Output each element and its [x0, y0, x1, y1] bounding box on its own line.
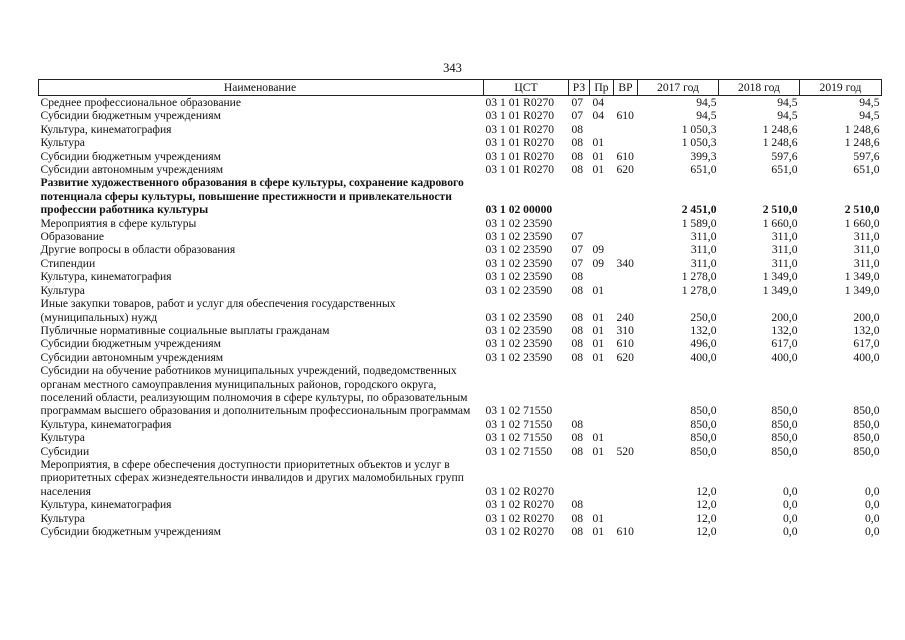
cell-cst: 03 1 02 23590: [485, 230, 553, 244]
cell-pr: 09: [592, 243, 605, 257]
cell-2019: 651,0: [853, 163, 880, 177]
cell-2017: 12,0: [696, 511, 717, 525]
cell-rz: 08: [571, 163, 584, 177]
table-row: [39, 337, 882, 350]
cell-name: Развитие художественного образования в сфере культуры, сохранение кадрового потенциала сферы культуры, повышение престижности и привлекательности профессии работника культуры: [40, 176, 464, 217]
cell-rz: [569, 176, 590, 216]
cell-vr: [614, 270, 638, 283]
cell-cst: 03 1 02 71550: [485, 431, 553, 445]
cell-name: Субсидии автономным учреждениям: [40, 163, 224, 177]
cell-2017: 311,0: [690, 230, 717, 244]
cell-vr: [614, 364, 638, 418]
cell-2018: 1 660,0: [762, 216, 798, 230]
cell-rz: 07: [571, 230, 584, 244]
cell-2018: 132,0: [771, 323, 798, 337]
cell-vr: 610: [616, 337, 634, 351]
cell-2019: 94,5: [859, 96, 880, 109]
cell-name: Мероприятия в сфере культуры: [40, 216, 197, 230]
cell-rz: 08: [571, 417, 584, 431]
cell-vr: 620: [616, 350, 634, 364]
cell-cst: 03 1 02 23590: [485, 350, 553, 364]
table-row: [39, 217, 882, 230]
cell-name: Культура: [40, 511, 85, 525]
cell-2019: 311,0: [853, 243, 880, 257]
header-vr: ВР: [614, 80, 638, 96]
cell-2017: 311,0: [690, 243, 717, 257]
cell-pr: [590, 123, 614, 136]
cell-name: Субсидии на обучение работников муниципальных учреждений, подведомственных органам местного самоуправления муниципальных районов, городского округа, поселений области, реализующим полномочия в сфере культуры, по образовательным программам высшего образования и дополнительным профессиональным программам: [40, 364, 471, 418]
table-row: [39, 243, 882, 256]
cell-name: Культура: [40, 136, 85, 150]
cell-rz: 08: [571, 337, 584, 351]
cell-2018: 94,5: [777, 109, 798, 123]
cell-vr: [614, 136, 638, 149]
cell-pr: 01: [592, 444, 605, 458]
cell-2017: 12,0: [696, 498, 717, 512]
table-row: [39, 445, 882, 458]
cell-rz: 08: [571, 136, 584, 150]
table-row: [39, 297, 882, 324]
cell-2019: 617,0: [853, 337, 880, 351]
cell-2018: 651,0: [771, 163, 798, 177]
cell-name: Иные закупки товаров, работ и услуг для обеспечения государственных (муниципальных) нужд: [40, 297, 396, 324]
cell-cst: 03 1 02 23590: [485, 243, 553, 257]
table-row: [39, 418, 882, 431]
table-row: [39, 163, 882, 176]
cell-2017: 1 589,0: [681, 216, 717, 230]
cell-cst: 03 1 01 R0270: [485, 136, 555, 150]
cell-rz: 08: [571, 444, 584, 458]
header-rz: РЗ: [569, 80, 590, 96]
cell-2017: 94,5: [696, 109, 717, 123]
budget-table: [38, 79, 882, 538]
cell-cst: 03 1 02 71550: [485, 417, 553, 431]
header-name: Наименование: [39, 80, 484, 96]
cell-pr: 01: [592, 323, 605, 337]
cell-vr: 610: [616, 149, 634, 163]
cell-2019: 1 248,6: [844, 122, 880, 136]
cell-2019: 0,0: [865, 525, 880, 538]
cell-2018: 400,0: [771, 350, 798, 364]
cell-2018: 311,0: [771, 230, 798, 244]
table-row: [39, 150, 882, 163]
cell-name: Публичные нормативные социальные выплаты гражданам: [40, 323, 330, 337]
cell-cst: 03 1 01 R0270: [485, 96, 555, 109]
cell-vr: [614, 217, 638, 230]
cell-2019: 0,0: [865, 498, 880, 512]
cell-pr: [590, 270, 614, 283]
cell-rz: 07: [571, 109, 584, 123]
cell-2017: 311,0: [690, 256, 717, 270]
header-2019: 2019 год: [800, 80, 882, 96]
cell-2018: 0,0: [783, 484, 798, 498]
cell-cst: 03 1 01 R0270: [485, 149, 555, 163]
cell-2019: 400,0: [853, 350, 880, 364]
cell-name: Стипендии: [40, 256, 96, 270]
cell-rz: 07: [571, 243, 584, 257]
cell-pr: [590, 176, 614, 216]
cell-2017: 850,0: [690, 431, 717, 445]
table-row: [39, 351, 882, 364]
cell-2018: 1 349,0: [762, 283, 798, 297]
cell-cst: 03 1 02 71550: [485, 404, 553, 418]
cell-name: Культура: [40, 283, 85, 297]
cell-2019: 850,0: [853, 404, 880, 418]
cell-2019: 850,0: [853, 431, 880, 445]
cell-cst: 03 1 02 R0270: [485, 525, 555, 538]
table-row: [39, 270, 882, 283]
cell-name: Образование: [40, 230, 105, 244]
table-row: [39, 123, 882, 136]
cell-2018: 1 248,6: [762, 122, 798, 136]
cell-2019: 850,0: [853, 444, 880, 458]
header-cst: ЦСТ: [484, 80, 569, 96]
cell-2019: 1 660,0: [844, 216, 880, 230]
cell-vr: [614, 498, 638, 511]
cell-name: Субсидии бюджетным учреждениям: [40, 337, 221, 351]
cell-rz: 08: [571, 310, 584, 324]
header-2018: 2018 год: [719, 80, 800, 96]
cell-cst: 03 1 02 23590: [485, 310, 553, 324]
page-number: 343: [443, 61, 462, 75]
cell-pr: 01: [592, 149, 605, 163]
cell-2019: 311,0: [853, 256, 880, 270]
cell-2019: 311,0: [853, 230, 880, 244]
cell-2018: 850,0: [771, 431, 798, 445]
cell-2018: 0,0: [783, 498, 798, 512]
cell-rz: 08: [571, 283, 584, 297]
cell-cst: 03 1 02 23590: [485, 216, 553, 230]
table-row: [39, 109, 882, 122]
cell-2017: 2 451,0: [681, 203, 717, 217]
cell-cst: 03 1 02 00000: [485, 203, 553, 217]
cell-pr: 09: [592, 256, 605, 270]
cell-2017: 850,0: [690, 444, 717, 458]
cell-vr: [614, 176, 638, 216]
cell-2017: 250,0: [690, 310, 717, 324]
cell-pr: 01: [592, 350, 605, 364]
cell-name: Культура, кинематография: [40, 270, 172, 284]
cell-cst: 03 1 01 R0270: [485, 109, 555, 123]
cell-name: Культура: [40, 431, 85, 445]
cell-rz: 08: [571, 149, 584, 163]
cell-cst: 03 1 01 R0270: [485, 163, 555, 177]
cell-2017: 1 278,0: [681, 270, 717, 284]
table-row: [39, 230, 882, 243]
cell-2019: 132,0: [853, 323, 880, 337]
cell-2018: 597,6: [771, 149, 798, 163]
cell-2018: 311,0: [771, 243, 798, 257]
cell-name: Субсидии бюджетным учреждениям: [40, 525, 221, 538]
cell-2017: 12,0: [696, 525, 717, 538]
cell-2017: 651,0: [690, 163, 717, 177]
cell-2017: 94,5: [696, 96, 717, 109]
table-header-row: [39, 80, 882, 96]
cell-2019: 200,0: [853, 310, 880, 324]
cell-pr: [590, 230, 614, 243]
cell-cst: 03 1 02 23590: [485, 256, 553, 270]
cell-vr: [614, 230, 638, 243]
cell-name: Субсидии бюджетным учреждениям: [40, 149, 221, 163]
cell-2018: 1 248,6: [762, 136, 798, 150]
cell-rz: [569, 364, 590, 418]
cell-rz: [569, 458, 590, 498]
table-row: [39, 512, 882, 525]
cell-2019: 94,5: [859, 109, 880, 123]
cell-2017: 1 278,0: [681, 283, 717, 297]
table-row: [39, 176, 882, 216]
cell-pr: [590, 418, 614, 431]
cell-vr: [614, 96, 638, 110]
cell-pr: [590, 364, 614, 418]
table-row: [39, 284, 882, 297]
cell-name: Культура, кинематография: [40, 417, 172, 431]
table-row: [39, 525, 882, 538]
cell-rz: 08: [571, 270, 584, 284]
cell-cst: 03 1 02 R0270: [485, 511, 555, 525]
cell-vr: [614, 418, 638, 431]
cell-rz: 08: [571, 511, 584, 525]
cell-2018: 850,0: [771, 444, 798, 458]
cell-cst: 03 1 02 R0270: [485, 484, 555, 498]
cell-pr: 01: [592, 283, 605, 297]
cell-vr: [614, 512, 638, 525]
table-row: [39, 257, 882, 270]
cell-vr: 610: [616, 109, 634, 123]
cell-2019: 2 510,0: [844, 203, 880, 217]
cell-2017: 12,0: [696, 484, 717, 498]
cell-pr: 01: [592, 337, 605, 351]
cell-vr: 520: [616, 444, 634, 458]
table-row: [39, 498, 882, 511]
cell-pr: 04: [592, 96, 605, 109]
cell-vr: 620: [616, 163, 634, 177]
cell-name: Субсидии бюджетным учреждениям: [40, 109, 221, 123]
cell-vr: [614, 458, 638, 498]
cell-2017: 1 050,3: [681, 136, 717, 150]
table-row: [39, 96, 882, 110]
cell-2017: 400,0: [690, 350, 717, 364]
header-pr: Пр: [590, 80, 614, 96]
cell-2017: 1 050,3: [681, 122, 717, 136]
cell-name: Среднее профессиональное образование: [40, 96, 242, 109]
cell-rz: 08: [571, 525, 584, 538]
cell-vr: 340: [616, 256, 634, 270]
cell-2019: 1 248,6: [844, 136, 880, 150]
cell-2017: 132,0: [690, 323, 717, 337]
cell-cst: 03 1 02 23590: [485, 283, 553, 297]
cell-cst: 03 1 02 23590: [485, 323, 553, 337]
cell-2019: 597,6: [853, 149, 880, 163]
cell-rz: [569, 217, 590, 230]
cell-rz: 07: [571, 96, 584, 109]
cell-pr: [590, 458, 614, 498]
cell-2019: 1 349,0: [844, 270, 880, 284]
cell-2018: 0,0: [783, 511, 798, 525]
cell-pr: 01: [592, 525, 605, 538]
cell-pr: 04: [592, 109, 605, 123]
cell-name: Мероприятия, в сфере обеспечения доступности приоритетных объектов и услуг в приоритетных сферах жизнедеятельности инвалидов и других маломобильных групп населения: [40, 457, 464, 498]
cell-name: Другие вопросы в области образования: [40, 243, 236, 257]
table-row: [39, 136, 882, 149]
cell-2019: 0,0: [865, 511, 880, 525]
header-2017: 2017 год: [638, 80, 719, 96]
cell-name: Субсидии: [40, 444, 90, 458]
cell-2019: 850,0: [853, 417, 880, 431]
table-row: [39, 364, 882, 418]
cell-pr: [590, 498, 614, 511]
cell-2018: 94,5: [777, 96, 798, 109]
cell-2018: 850,0: [771, 404, 798, 418]
cell-pr: 01: [592, 163, 605, 177]
cell-2018: 850,0: [771, 417, 798, 431]
cell-2018: 200,0: [771, 310, 798, 324]
cell-vr: [614, 284, 638, 297]
cell-rz: 08: [571, 350, 584, 364]
cell-2019: 0,0: [865, 484, 880, 498]
cell-2018: 617,0: [771, 337, 798, 351]
cell-name: Культура, кинематография: [40, 498, 172, 512]
cell-2017: 850,0: [690, 417, 717, 431]
cell-2017: 850,0: [690, 404, 717, 418]
table-body: [39, 96, 882, 539]
cell-pr: 01: [592, 431, 605, 445]
cell-2018: 0,0: [783, 525, 798, 538]
cell-rz: 08: [571, 431, 584, 445]
cell-cst: 03 1 02 71550: [485, 444, 553, 458]
cell-vr: [614, 431, 638, 444]
cell-name: Субсидии автономным учреждениям: [40, 350, 224, 364]
cell-2017: 399,3: [690, 149, 717, 163]
cell-pr: 01: [592, 136, 605, 150]
cell-rz: 08: [571, 498, 584, 512]
table-row: [39, 431, 882, 444]
cell-rz: 08: [571, 323, 584, 337]
cell-pr: 01: [592, 511, 605, 525]
cell-vr: [614, 123, 638, 136]
cell-rz: 08: [571, 122, 584, 136]
cell-vr: [614, 243, 638, 256]
cell-rz: 07: [571, 256, 584, 270]
cell-cst: 03 1 02 23590: [485, 337, 553, 351]
cell-pr: [590, 217, 614, 230]
cell-vr: 310: [616, 323, 634, 337]
cell-2019: 1 349,0: [844, 283, 880, 297]
cell-cst: 03 1 01 R0270: [485, 122, 555, 136]
table-row: [39, 458, 882, 498]
table-row: [39, 324, 882, 337]
cell-name: Культура, кинематография: [40, 122, 172, 136]
cell-2018: 311,0: [771, 256, 798, 270]
cell-2017: 496,0: [690, 337, 717, 351]
cell-vr: 240: [616, 310, 634, 324]
cell-2018: 2 510,0: [762, 203, 798, 217]
cell-cst: 03 1 02 R0270: [485, 498, 555, 512]
cell-cst: 03 1 02 23590: [485, 270, 553, 284]
cell-2018: 1 349,0: [762, 270, 798, 284]
cell-pr: 01: [592, 310, 605, 324]
cell-vr: 610: [616, 525, 634, 538]
